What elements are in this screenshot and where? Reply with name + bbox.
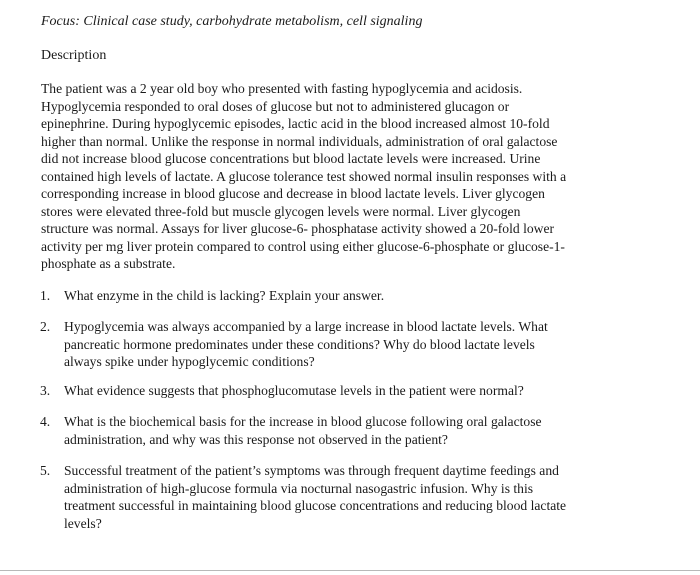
description-heading: Description (41, 48, 107, 63)
paragraph-line: epinephrine. During hypoglycemic episodes, lactic acid in the blood increased almost 10-fold (41, 116, 550, 131)
paragraph-line: structure was normal. Assays for liver glucose-6- phosphatase activity showed a 20-fold lower (41, 221, 555, 236)
question-number: 3. (40, 383, 51, 398)
question-line: Successful treatment of the patient’s symptoms was through frequent daytime feedings and (64, 463, 559, 478)
paragraph-line: phosphate as a substrate. (41, 256, 176, 271)
question-text (64, 382, 524, 400)
question-number: 5. (40, 463, 51, 478)
question-number: 4. (40, 414, 51, 429)
question-line: What is the biochemical basis for the increase in blood glucose following oral galactose (64, 414, 542, 429)
question-number: 1. (40, 288, 51, 303)
question-text (64, 287, 384, 305)
question-number: 2. (40, 319, 51, 334)
question-line: levels? (64, 515, 102, 531)
paragraph-line: activity per mg liver protein compared to control using either glucose-6-phosphate or glucose-1- (41, 238, 565, 254)
focus-line: Focus: Clinical case study, carbohydrate metabolism, cell signaling (41, 14, 423, 29)
question-line: What evidence suggests that phosphoglucomutase levels in the patient were normal? (64, 383, 524, 398)
paragraph-line: Hypoglycemia responded to oral doses of glucose but not to administered glucagon or (41, 98, 510, 114)
question-text (64, 462, 566, 532)
paragraph-line: higher than normal. Unlike the response in normal individuals, administration of oral galactose (41, 133, 558, 149)
question-line: What enzyme in the child is lacking? Explain your answer. (64, 288, 385, 303)
question-text (64, 318, 548, 371)
paragraph-line: did not increase blood glucose concentrations but blood lactate levels were increased. Urine (41, 151, 541, 166)
question-line: always spike under hypoglycemic conditions? (64, 354, 315, 369)
question-line: treatment successful in maintaining blood glucose concentrations and reducing blood lactate (64, 498, 567, 513)
question-line: administration, and why was this response not observed in the patient? (64, 431, 448, 447)
question-line: Hypoglycemia was always accompanied by a large increase in blood lactate levels. What (64, 319, 548, 334)
paragraph-line: The patient was a 2 year old boy who presented with fasting hypoglycemia and acidosis. (41, 81, 523, 96)
question-line: administration of high-glucose formula via nocturnal nasogastric infusion. Why is this (64, 480, 534, 496)
bottom-divider (0, 570, 700, 571)
paragraph-line: corresponding increase in blood glucose and decrease in blood lactate levels. Liver glycogen (41, 186, 545, 201)
question-text (64, 413, 542, 448)
paragraph-line: stores were elevated three-fold but muscle glycogen levels were normal. Liver glycogen (41, 203, 521, 219)
question-line: pancreatic hormone predominates under these conditions? Why do blood lactate levels (64, 336, 535, 352)
description-paragraph (41, 80, 661, 273)
paragraph-line: contained high levels of lactate. A glucose tolerance test showed normal insulin responses with a (41, 168, 567, 184)
